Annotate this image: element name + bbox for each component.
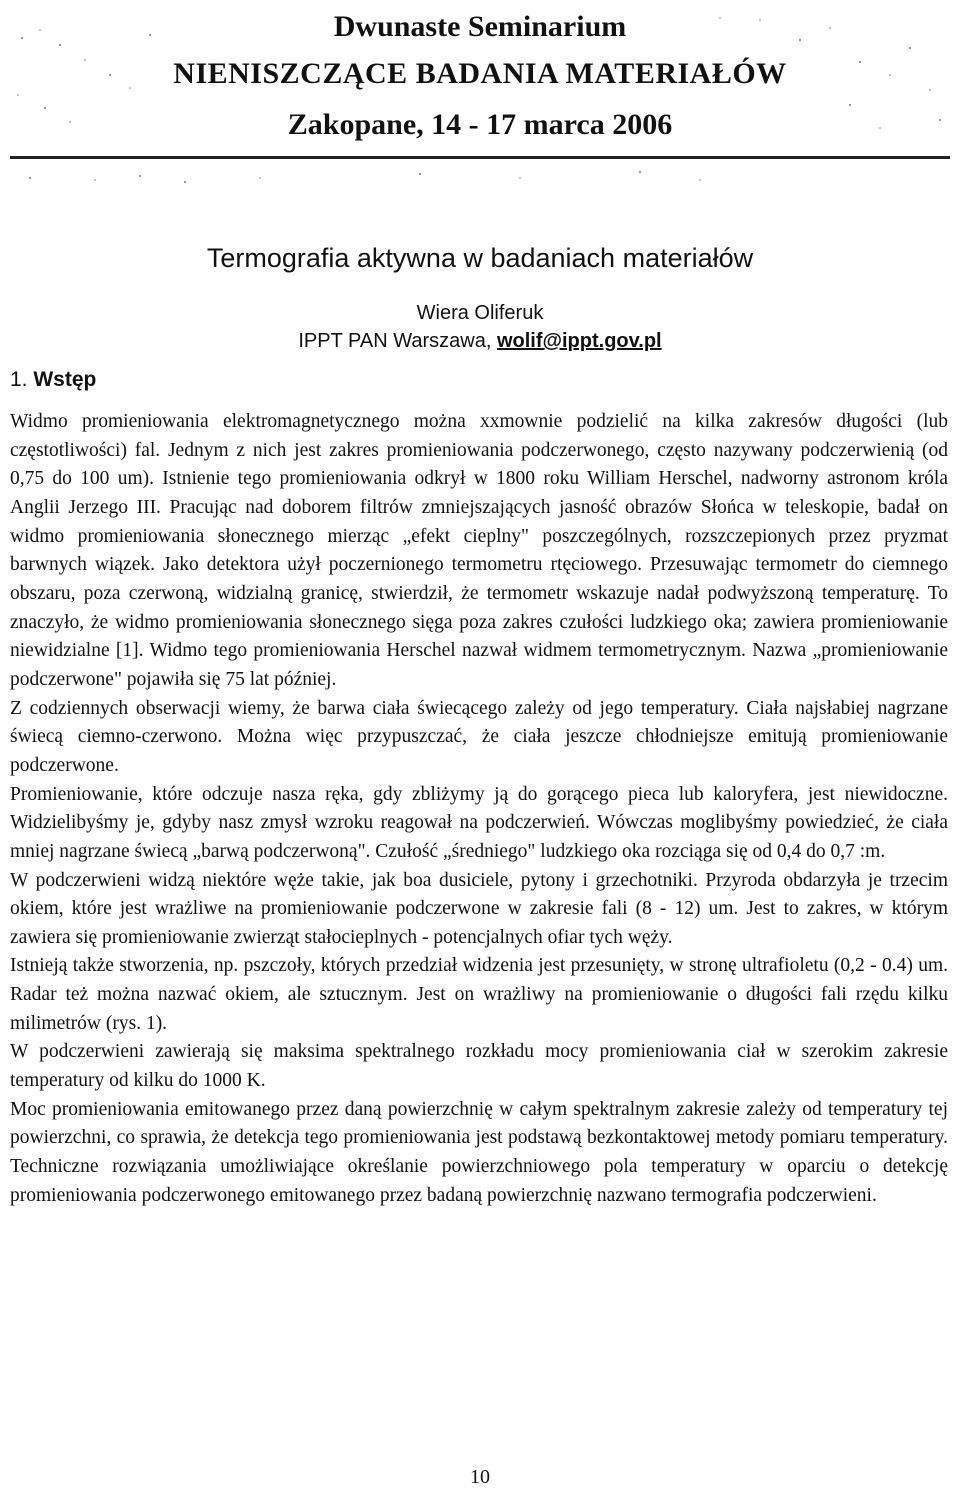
header-seminar-number: Dwunaste Seminarium — [333, 10, 627, 43]
page-number: 10 — [470, 1466, 490, 1488]
paragraph: Istnieją także stworzenia, np. pszczoły, których przedział widzenia jest przesunięty, w stronę ultrafioletu (0,2 - 0.4) um. Radar też można nazwać okiem, ale sztucznym. Jest on wrażliwy na promieniowanie o długości fali rzędu kilku milimetrów (rys. 1). — [10, 955, 948, 1034]
seminar-header — [0, 0, 960, 160]
article-author: Wiera Oliferuk — [416, 302, 544, 324]
paragraph: Promieniowanie, które odczuje nasza ręka, gdy zbliżymy ją do gorącego pieca lub kaloryfera, jest niewidoczne. Widzielibyśmy je, gdyby nasz zmysł wzroku reagował na podczerwień. Wówczas moglibyśmy powiedzieć, że ciała mniej nagrzane świecą „barwą podczerwoną". Czułość „średniego" ludzkiego oka rozciąga się od 0,4 do 0,7 :m. — [10, 783, 948, 862]
paragraph: Z codziennych obserwacji wiemy, że barwa ciała świecącego zależy od jego temperatury. Ciała najsłabiej nagrzane świecą ciemno-czerwono. Można więc przypuszczać, że ciała jeszcze chłodniejsze emitują promieniowanie podczerwone. — [10, 697, 948, 776]
affiliation-text: IPPT PAN Warszawa, — [298, 330, 497, 352]
section-heading — [10, 368, 96, 392]
paragraph: Moc promieniowania emitowanego przez daną powierzchnię w całym spektralnym zakresie zależy od temperatury tej powierzchni, co sprawia, że detekcja tego promieniowania jest podstawą bezkontaktowej metody pomiaru temperatury. Techniczne rozwiązania umożliwiające określanie powierzchniowego pola temperatury w oparciu o detekcję promieniowania podczerwonego emitowanego przez badaną powierzchnię nazwano termografia podczerwieni. — [10, 1098, 948, 1206]
section-number: 1. — [10, 368, 34, 391]
header-seminar-topic: NIENISZCZĄCE BADANIA MATERIAŁÓW — [173, 57, 787, 90]
article-body — [10, 408, 948, 1210]
paragraph: W podczerwieni widzą niektóre węże takie, jak boa dusiciele, pytony i grzechotniki. Przyroda obdarzyła je trzecim okiem, które jest wrażliwe na promieniowanie podczerwone w zakresie fali (8 - 12) um. Jest to zakres, w którym zawiera się promieniowanie zwierząt stałocieplnych - potencjalnych ofiar tych węży. — [10, 869, 948, 948]
article-affiliation — [0, 330, 960, 353]
article-title: Termografia aktywna w badaniach materiałów — [206, 243, 754, 273]
header-location-date: Zakopane, 14 - 17 marca 2006 — [287, 108, 673, 141]
author-email-link[interactable]: wolif@ippt.gov.pl — [496, 330, 662, 352]
paragraph: Widmo promieniowania elektromagnetycznego można xxmownie podzielić na kilka zakresów długości (lub częstotliwości) fal. Jednym z nich jest zakres promieniowania podczerwonego, często nazywany podczerwienią (od 0,75 do 100 um). Istnienie tego promieniowania odkrył w 1800 roku William Herschel, nadworny astronom króla Anglii Jerzego III. Pracując nad doborem filtrów zmniejszających jasność obrazów Słońca w teleskopie, badał on widmo promieniowania słonecznego mierząc „efekt cieplny" poszczególnych, rozszczepionych przez pryzmat barwnych wiązek. Jako detektora użył poczernionego termometru rtęciowego. Przesuwając termometr do ciemnego obszaru, poza czerwoną, widzialną granicę, stwierdził, że termometr wskazuje nadał podwyższoną temperaturę. To znaczyło, że widmo promieniowania słonecznego sięga poza zakres czułości ludzkiego oka; zawiera promieniowanie niewidzialne [1]. Widmo tego promieniowania Herschel nazwał widmem termometrycznym. Nazwa „promieniowanie podczerwone" pojawiła się 75 lat później. — [10, 411, 948, 690]
section-title: Wstęp — [33, 368, 97, 391]
paragraph: W podczerwieni zawierają się maksima spektralnego rozkładu mocy promieniowania ciał w szerokim zakresie temperatury od kilku do 1000 K. — [10, 1041, 948, 1092]
header-divider — [10, 156, 950, 159]
